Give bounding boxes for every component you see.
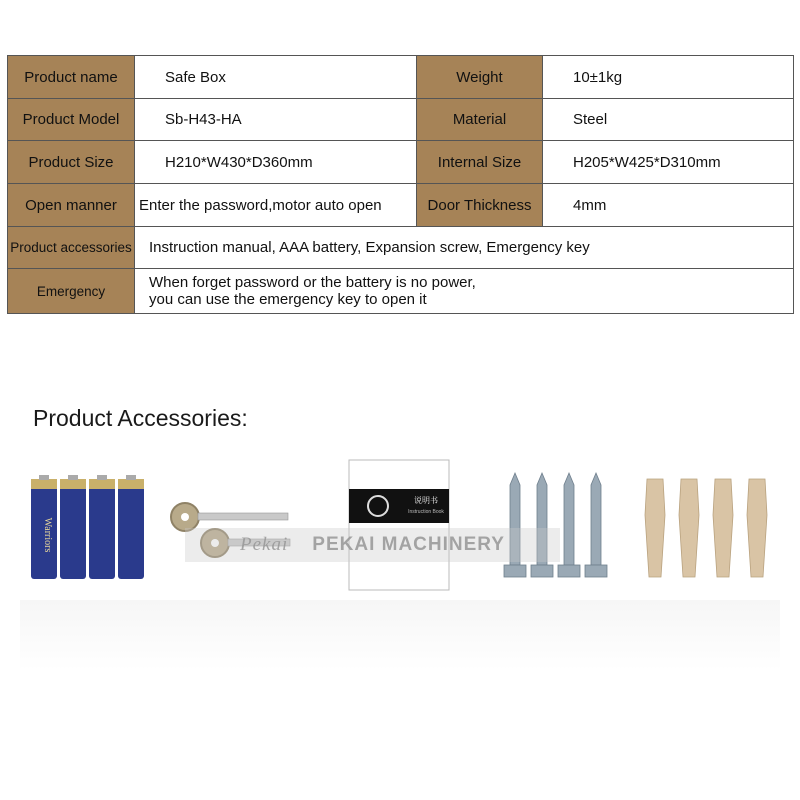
instruction-book-image: [348, 455, 450, 595]
spec-label: Door Thickness: [417, 184, 543, 227]
battery-brand-label: Warriors: [42, 517, 53, 553]
spec-table: [7, 55, 794, 314]
expansion-screw-image: [500, 455, 610, 595]
spec-value: Enter the password,motor auto open: [135, 184, 417, 227]
spec-label: Open manner: [8, 184, 135, 227]
accessories-value: Instruction manual, AAA battery, Expansion screw, Emergency key: [135, 227, 794, 269]
spec-row: [8, 227, 794, 269]
spec-value: Steel: [543, 99, 794, 141]
manual-subtitle: Instruction Book: [408, 509, 444, 515]
spec-row: [8, 56, 794, 99]
watermark: [185, 528, 560, 562]
spec-label: Product name: [8, 56, 135, 99]
spec-value: Sb-H43-HA: [135, 99, 417, 141]
emergency-line: you can use the emergency key to open it: [149, 291, 427, 308]
emergency-key-image: [160, 455, 300, 595]
spec-row: [8, 99, 794, 141]
spec-label: Product Model: [8, 99, 135, 141]
spec-value: H210*W430*D360mm: [135, 141, 417, 184]
spec-value: Safe Box: [135, 56, 417, 99]
wall-anchor-image: [635, 455, 785, 595]
spec-value: 4mm: [543, 184, 794, 227]
aaa-battery-image: [25, 455, 150, 595]
emergency-line: When forget password or the battery is no power,: [149, 274, 476, 291]
watermark-logo: Pekai: [240, 534, 289, 555]
background-fade: [20, 600, 780, 670]
spec-label: Product accessories: [8, 227, 135, 269]
spec-row: [8, 269, 794, 314]
spec-label: Emergency: [8, 269, 135, 314]
watermark-text: PEKAI MACHINERY: [312, 534, 505, 555]
section-title: Product Accessories:: [33, 405, 248, 431]
spec-label: Product Size: [8, 141, 135, 184]
manual-title: 说明书: [414, 496, 438, 505]
spec-label: Internal Size: [417, 141, 543, 184]
spec-value: 10±1kg: [543, 56, 794, 99]
spec-label: Weight: [417, 56, 543, 99]
spec-label: Material: [417, 99, 543, 141]
spec-row: [8, 184, 794, 227]
spec-row: [8, 141, 794, 184]
emergency-value: [135, 269, 794, 314]
spec-value: H205*W425*D310mm: [543, 141, 794, 184]
